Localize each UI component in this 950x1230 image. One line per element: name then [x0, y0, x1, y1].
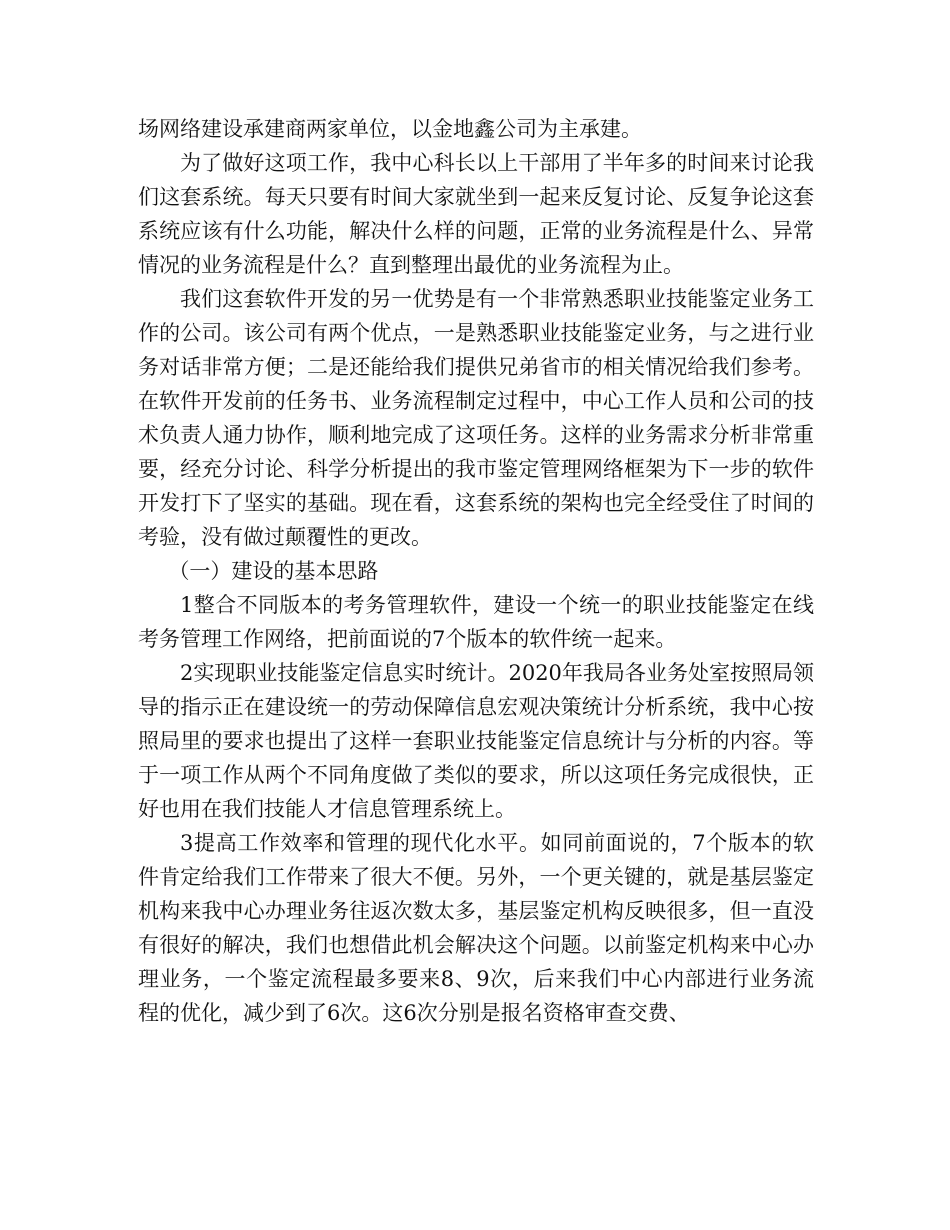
paragraph-discussion: 为了做好这项工作，我中心科长以上干部用了半年多的时间来讨论我们这套系统。每天只要有时间大家就坐到一起来反复讨论、反复争论这套系统应该有什么功能，解决什么样的问题，正常的业务流程是什么、异常情况的业务流程是什么？直到整理出最优的业务流程为止。	[138, 151, 814, 277]
list-item-1: 1整合不同版本的考务管理软件，建设一个统一的职业技能鉴定在线考务管理工作网络，把前面说的7个版本的软件统一起来。	[138, 593, 814, 651]
section-heading: （一）建设的基本思路	[168, 559, 379, 583]
list-item-3: 3提高工作效率和管理的现代化水平。如同前面说的，7个版本的软件肯定给我们工作带来了很大不便。另外，一个更关键的，就是基层鉴定机构来我中心办理业务往返次数太多，基层鉴定机构反映很多，但一直没有很好的解决，我们也想借此机会解决这个问题。以前鉴定机构来中心办理业务，一个鉴定流程最多要来8、9次，后来我们中心内部进行业务流程的优化，减少到了6次。这6次分别是报名资格审查交费、	[138, 831, 814, 1025]
paragraph-advantage: 我们这套软件开发的另一优势是有一个非常熟悉职业技能鉴定业务工作的公司。该公司有两个优点，一是熟悉职业技能鉴定业务，与之进行业务对话非常方便；二是还能给我们提供兄弟省市的相关情况给我们参考。在软件开发前的任务书、业务流程制定过程中，中心工作人员和公司的技术负责人通力协作，顺利地完成了这项任务。这样的业务需求分析非常重要，经充分讨论、科学分析提出的我市鉴定管理网络框架为下一步的软件开发打下了坚实的基础。现在看，这套系统的架构也完全经受住了时间的考验，没有做过颠覆性的更改。	[138, 287, 814, 549]
list-item-2: 2实现职业技能鉴定信息实时统计。2020年我局各业务处室按照局领导的指示正在建设统一的劳动保障信息宏观决策统计分析系统，我中心按照局里的要求也提出了这样一套职业技能鉴定信息统计与分析的内容。等于一项工作从两个不同角度做了类似的要求，所以这项任务完成很快，正好也用在我们技能人才信息管理系统上。	[138, 661, 814, 821]
paragraph-continuation: 场网络建设承建商两家单位，以金地鑫公司为主承建。	[138, 117, 642, 141]
document-body	[138, 112, 814, 1030]
